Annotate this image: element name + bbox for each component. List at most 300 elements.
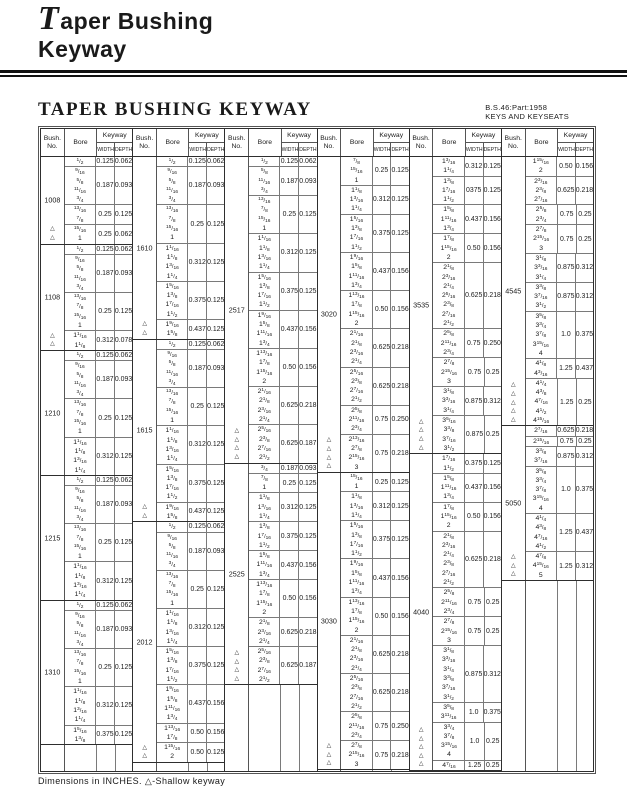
bush-cell — [133, 340, 157, 522]
bore-value: 23/8 — [351, 684, 362, 693]
bore-value: 13/8 — [258, 523, 270, 532]
bush-block — [41, 476, 132, 601]
bore-value: $^{13}/_{16}$ — [73, 525, 87, 534]
bush-block — [133, 340, 224, 523]
keyway-width-value: 0.625 — [465, 263, 484, 328]
keyway-width-value: 0.75 — [558, 225, 577, 253]
bore-value: 1 — [78, 678, 82, 686]
bore-value: $^{13}/_{16}$ — [73, 294, 87, 303]
bore-group-row — [526, 552, 593, 580]
bore-value: 211/16 — [441, 598, 457, 607]
bore-group-row — [433, 761, 500, 770]
bore-list — [65, 486, 96, 523]
bore-list — [433, 646, 464, 702]
bore-value: $1^5/_{16}$ — [165, 282, 179, 292]
bore-value: $^3/_4$ — [76, 639, 84, 649]
col-header-keyway — [558, 129, 593, 156]
keyway-width-value: 0.375 — [373, 521, 392, 558]
bore-value: 25/8 — [443, 330, 454, 339]
page-title-initial: T — [38, 0, 60, 37]
bore-value: 2 — [354, 626, 359, 634]
bush-cell — [41, 157, 65, 244]
bore-value: $1^3/_{16}$ — [73, 582, 87, 591]
bush-block — [41, 601, 132, 745]
col-header-bush-no — [502, 129, 526, 156]
bore-value: 1 — [170, 599, 174, 607]
bore-list — [341, 473, 372, 492]
bush-number: 1210 — [44, 408, 61, 418]
keyway-depth-value: 0.093 — [114, 182, 133, 190]
bore-list — [526, 552, 557, 580]
bore-value: 15/16 — [349, 215, 364, 224]
bore-value: $^3/_4$ — [76, 196, 84, 205]
col-header-bore: Bore — [341, 129, 373, 156]
bore-value: $1^3/_8$ — [74, 735, 86, 744]
bore-list — [65, 726, 96, 745]
keyway-depth-value: 0.25 — [486, 627, 500, 635]
bore-value: $1^1/_{16}$ — [73, 688, 87, 697]
keyway-depth-value: 0.25 — [578, 437, 592, 445]
bush-header-line2: No. — [323, 142, 335, 150]
bore-value: 9/16 — [167, 533, 177, 542]
bore-list — [157, 340, 188, 349]
bore-value: 113/16 — [348, 292, 365, 301]
keyway-width-value: 1.25 — [557, 552, 576, 580]
keyway-depth-value: 0.125 — [391, 196, 409, 204]
bore-group-row — [157, 244, 224, 282]
keyway-width-value: 0.312 — [280, 493, 299, 521]
keyway-width-value: 0.312 — [96, 438, 115, 475]
bore-group-row — [249, 311, 316, 349]
bore-value: 13/16 — [165, 571, 179, 580]
bore-value: 27/16 — [257, 666, 271, 675]
bore-list — [433, 157, 464, 176]
bore-value: 21/4 — [258, 637, 270, 647]
bore-group-row — [341, 157, 408, 186]
page-title-rest: aper Bushing — [60, 8, 214, 34]
bore-value: 27/16 — [441, 310, 456, 319]
bore-value: $^{13}/_{16}$ — [73, 400, 87, 409]
bore-list — [526, 312, 557, 358]
keyway-width-value: 0.25 — [188, 205, 207, 242]
keyway-width-value: 0.25 — [280, 474, 299, 493]
keyway-width-value: 0.187 — [280, 464, 298, 472]
bore-value: 13/16 — [165, 628, 179, 637]
bore-group-row — [157, 522, 224, 532]
keyway-width-value: 0.625 — [280, 618, 299, 646]
bore-value: 15/8 — [258, 321, 270, 330]
keyway-table-body — [40, 128, 594, 772]
shallow-triangle-icon: △ — [511, 416, 516, 423]
bore-value: 113/16 — [348, 598, 365, 607]
keyway-width-value: 0.50 — [465, 234, 484, 262]
col-header-bush-no — [225, 129, 249, 156]
keyway-depth-value: 0.125 — [207, 624, 225, 632]
bore-value: 41/2 — [535, 542, 547, 552]
bore-list — [526, 359, 557, 378]
shallow-triangle-icon: △ — [511, 390, 516, 397]
col-header-width: WIDTH — [189, 143, 207, 156]
bore-groups — [526, 426, 593, 580]
shallow-triangle-icon: △ — [418, 744, 424, 751]
bore-group-row — [65, 687, 132, 725]
bush-cell — [410, 454, 434, 770]
empty-filler — [133, 763, 224, 771]
bore-group-row — [341, 186, 408, 215]
keyway-width-value: 0.437 — [373, 253, 392, 290]
keyway-depth-value: 0.125 — [391, 502, 409, 510]
bore-value: 11/4 — [166, 637, 178, 647]
keyway-width-value: 0.50 — [373, 598, 392, 635]
filler-width-col — [373, 770, 392, 771]
bore-value: 115/16 — [256, 368, 273, 377]
bore-value: $^{13}/_{16}$ — [165, 389, 179, 398]
shallow-triangle-icon: △ — [418, 727, 424, 734]
bore-value: $1^1/_8$ — [166, 253, 178, 263]
bush-block — [133, 522, 224, 762]
bore-value: 17/16 — [349, 540, 364, 550]
bore-list — [341, 521, 372, 558]
table-column-group — [318, 129, 410, 771]
bore-value: 3 — [354, 463, 359, 471]
bore-group-row — [65, 486, 132, 524]
bore-value: $^9/_{16}$ — [75, 611, 85, 621]
bore-list — [65, 399, 96, 436]
bore-group-row — [65, 245, 132, 255]
bore-group-row — [65, 255, 132, 293]
bore-value: 111/16 — [440, 484, 457, 493]
bore-group-row — [65, 726, 132, 745]
bore-list — [65, 601, 96, 610]
bore-list — [433, 387, 464, 415]
bush-header-line2: No. — [47, 142, 58, 150]
shallow-triangle-icon: △ — [142, 321, 147, 328]
bore-list — [526, 283, 557, 311]
bore-group-row — [433, 157, 500, 177]
bore-group-row — [526, 254, 593, 283]
bore-value: 27/8 — [351, 742, 362, 751]
shallow-triangle-icon: △ — [50, 235, 55, 242]
bore-value: $1^5/_{16}$ — [73, 726, 87, 735]
filler-bore-col — [341, 770, 373, 771]
bore-value: 1 — [78, 553, 82, 561]
bore-list — [341, 329, 372, 366]
column-group-header — [318, 129, 409, 157]
bore-value: $^7/_8$ — [168, 215, 176, 224]
bore-group-row — [526, 225, 593, 254]
bore-value: $^1/_2$ — [76, 601, 84, 610]
keyway-width-value: 0.187 — [96, 486, 115, 523]
bore-list — [157, 609, 188, 646]
bush-cell — [502, 426, 526, 580]
masthead-divider — [0, 70, 627, 77]
bore-value: 3 — [354, 760, 359, 768]
standard-reference — [485, 103, 569, 121]
bush-cell — [41, 601, 65, 744]
bore-value: 1 — [354, 483, 359, 491]
keyway-width-value: 0.125 — [188, 340, 206, 348]
bore-group-row — [249, 474, 316, 494]
keyway-width-value: 0.375 — [280, 522, 299, 550]
keyway-depth-value: 0.125 — [114, 577, 133, 585]
bore-group-row — [526, 177, 593, 206]
bore-group-row — [249, 349, 316, 387]
bore-value: $1^3/_{16}$ — [165, 445, 179, 455]
keyway-width-value: 0.312 — [188, 426, 207, 463]
bore-value: 43/16 — [534, 369, 548, 378]
bore-value: 3 — [447, 377, 451, 385]
bore-list — [433, 416, 465, 453]
bore-groups — [249, 464, 316, 685]
bore-value: $^7/_8$ — [76, 534, 84, 543]
keyway-width-value: 0.375 — [188, 282, 207, 319]
keyway-width-value: 0.25 — [96, 649, 115, 686]
bore-value: $1^1/_2$ — [166, 310, 178, 319]
bore-group-row — [526, 447, 593, 467]
keyway-depth-value: 0.218 — [391, 650, 409, 658]
shallow-triangle-icon: △ — [326, 743, 332, 750]
bore-value: 13/8 — [166, 657, 178, 666]
bore-value: 111/16 — [348, 579, 365, 588]
bore-list — [157, 244, 188, 281]
keyway-width-value: 0.25 — [96, 399, 115, 436]
bush-cell — [225, 157, 249, 463]
bore-value: 25/8 — [351, 713, 362, 722]
bore-list — [249, 474, 280, 493]
keyway-width-value: 0.875 — [465, 646, 484, 702]
filler-width-col — [189, 763, 208, 771]
shallow-triangle-icon: △ — [142, 512, 147, 519]
bore-value: 17/16 — [257, 292, 271, 301]
bore-group-row — [249, 387, 316, 425]
bore-value: 23/4 — [443, 348, 454, 358]
bore-list — [65, 476, 96, 485]
bore-value: 27/16 — [534, 196, 548, 205]
bore-list — [433, 532, 464, 588]
bore-value: 17/16 — [349, 234, 364, 243]
bore-value: 27/16 — [349, 387, 364, 396]
bore-value: 27/16 — [441, 569, 456, 578]
bore-value: 2 — [262, 608, 267, 616]
bore-value: 15/8 — [166, 695, 178, 704]
keyway-width-value: 0.312 — [465, 157, 484, 176]
shallow-triangle-icon: △ — [326, 463, 332, 470]
shallow-triangle-icon: △ — [142, 753, 147, 760]
bore-group-row — [249, 551, 316, 580]
bush-block — [318, 157, 409, 473]
bore-group-row — [341, 521, 408, 559]
keyway-header-label: Keyway — [189, 129, 224, 143]
bore-value: $^{11}/_{16}$ — [166, 186, 179, 196]
filler-rest — [249, 685, 316, 771]
bore-value: $1^1/_8$ — [74, 697, 86, 706]
bore-group-row — [157, 571, 224, 609]
keyway-depth-value: 0.062 — [114, 601, 133, 609]
bore-value: 115/16 — [348, 310, 365, 319]
shallow-triangle-icon: △ — [142, 504, 147, 511]
bore-value: 15/8 — [258, 552, 270, 561]
col-header-width: WIDTH — [466, 143, 484, 156]
bore-group-row — [433, 329, 500, 358]
bore-value: $^{13}/_{16}$ — [165, 206, 179, 215]
bore-value: $^1/_2$ — [76, 476, 84, 485]
keyway-depth-value: 0.125 — [207, 479, 225, 487]
bore-value: 27/8 — [443, 618, 455, 627]
table-column-group — [133, 129, 225, 771]
shallow-keyway-markers — [50, 332, 54, 349]
keyway-width-value: 1.0 — [557, 312, 576, 358]
bore-list — [157, 522, 188, 531]
keyway-width-value: 0.437 — [188, 320, 207, 339]
bush-block — [41, 351, 132, 476]
filler-depth-col — [116, 745, 132, 771]
bore-value: 111/16 — [348, 272, 365, 281]
bore-group-row — [157, 340, 224, 350]
bore-list — [157, 503, 188, 522]
keyway-depth-value: 0.156 — [207, 700, 225, 708]
bore-group-row — [433, 474, 500, 503]
keyway-width-depth-header — [558, 143, 593, 156]
bore-value: $1^1/_4$ — [74, 466, 86, 475]
bush-cell — [318, 157, 342, 472]
col-header-bore: Bore — [249, 129, 281, 156]
bore-list — [341, 712, 372, 740]
bore-value: 15/8 — [443, 474, 454, 483]
bore-value: 11/8 — [258, 244, 270, 253]
keyway-width-value: 0.625 — [280, 387, 299, 424]
bore-group-row — [65, 562, 132, 599]
section-title: TAPER BUSHING KEYWAY — [38, 99, 312, 120]
bore-list — [157, 350, 188, 387]
bore-value: 37/8 — [535, 331, 547, 340]
bush-block — [225, 157, 316, 464]
bore-value: 13/16 — [257, 253, 271, 263]
bore-group-row — [433, 617, 500, 646]
bore-list — [526, 225, 558, 253]
keyway-width-value: 0.187 — [96, 611, 115, 648]
keyway-depth-value: 0.125 — [299, 532, 317, 540]
bore-value: 1 — [262, 484, 267, 492]
bore-list — [526, 426, 557, 435]
bore-value: 11/4 — [351, 205, 362, 214]
keyway-width-value: 0.125 — [188, 158, 206, 166]
page-title-line2: Keyway — [38, 36, 127, 62]
footnote: Dimensions in INCHES. △-Shallow keyway — [38, 776, 226, 786]
bore-value: 33/8 — [535, 283, 547, 293]
shallow-triangle-icon: △ — [418, 735, 424, 742]
bore-value: $^{11}/_{16}$ — [74, 630, 86, 639]
keyway-width-value: 0.312 — [96, 687, 115, 724]
col-header-depth: DEPTH — [391, 146, 409, 153]
bore-value: $^5/_8$ — [76, 496, 84, 505]
bore-list — [341, 215, 372, 252]
filler-width-col — [97, 745, 116, 771]
keyway-depth-value: 0.125 — [207, 748, 225, 756]
shallow-triangle-icon: △ — [234, 428, 239, 435]
keyway-depth-value: 0.062 — [114, 158, 133, 166]
shallow-triangle-icon: △ — [511, 571, 516, 578]
bore-value: 21/8 — [258, 397, 270, 406]
bore-group-row — [65, 438, 132, 475]
bore-value: 13/4 — [166, 714, 178, 723]
bore-list — [341, 598, 372, 635]
keyway-depth-value: 0.125 — [207, 296, 225, 304]
bore-list — [157, 157, 188, 166]
bore-value: 15/8 — [351, 569, 362, 578]
bore-value: 13/8 — [351, 225, 362, 234]
filler-width-col — [558, 581, 577, 771]
keyway-width-value: 0.437 — [280, 551, 299, 579]
bore-value: 7/8 — [260, 206, 268, 215]
bore-list — [249, 522, 280, 550]
bore-value: $^5/_8$ — [76, 621, 84, 630]
bore-list — [341, 636, 372, 673]
keyway-width-value: 0.312 — [188, 609, 207, 646]
keyway-depth-value: 0.312 — [483, 670, 501, 678]
keyway-depth-value: 0.125 — [207, 220, 225, 228]
bore-value: 33/16 — [441, 397, 456, 406]
keyway-width-value: 0375 — [465, 177, 484, 205]
bore-value: 213/16 — [348, 435, 365, 444]
bush-number: 1310 — [44, 667, 61, 677]
bore-group-row — [65, 476, 132, 486]
bore-list — [157, 685, 188, 722]
bore-group-row — [526, 379, 593, 425]
bore-value: $1^1/_8$ — [74, 341, 86, 350]
bore-value: 35/8 — [535, 312, 547, 321]
keyway-header-label: Keyway — [97, 129, 132, 143]
bush-number: 4040 — [413, 607, 430, 617]
shallow-triangle-icon: △ — [326, 454, 332, 461]
bore-value: 31/4 — [535, 273, 547, 282]
bore-value: 11/2 — [351, 243, 362, 252]
keyway-depth-value: 0.218 — [391, 751, 409, 759]
bore-group-row — [65, 361, 132, 399]
bore-value: 21/8 — [443, 264, 454, 273]
bore-value: 13/16 — [258, 197, 271, 206]
filler-bush-col — [133, 763, 157, 771]
bore-list — [249, 647, 280, 684]
bore-value: 115/16 — [348, 617, 365, 626]
keyway-width-value: 0.375 — [96, 726, 115, 745]
col-header-width: WIDTH — [97, 143, 115, 156]
keyway-depth-value: 0.218 — [391, 344, 409, 352]
bush-header-line1: Bush. — [320, 134, 338, 142]
bore-group-row — [249, 464, 316, 474]
keyway-depth-value: 0.062 — [299, 158, 317, 166]
bore-group-row — [157, 465, 224, 503]
bore-value: 41/4 — [535, 379, 547, 389]
keyway-depth-value: 0.218 — [483, 555, 501, 563]
bore-value: 27/8 — [443, 359, 455, 368]
bore-group-row — [65, 601, 132, 611]
bore-value: $^{11}/_{16}$ — [74, 505, 86, 514]
keyway-depth-value: 0.125 — [299, 479, 317, 487]
keyway-depth-value: 0.25 — [578, 235, 592, 243]
bore-value: 215/16 — [348, 454, 365, 463]
bore-group-row — [65, 157, 132, 167]
bore-value: 37/8 — [443, 732, 455, 741]
keyway-width-value: 0.75 — [558, 437, 577, 446]
keyway-depth-value: 0.078 — [114, 337, 133, 345]
keyway-depth-value: 0.218 — [575, 187, 594, 195]
bore-list — [249, 618, 280, 646]
bore-value: $1^3/_8$ — [166, 292, 178, 301]
keyway-width-depth-header — [97, 143, 132, 156]
bush-number: 1615 — [136, 425, 153, 435]
bush-block — [410, 157, 501, 454]
bore-value: 37/16 — [442, 435, 456, 444]
